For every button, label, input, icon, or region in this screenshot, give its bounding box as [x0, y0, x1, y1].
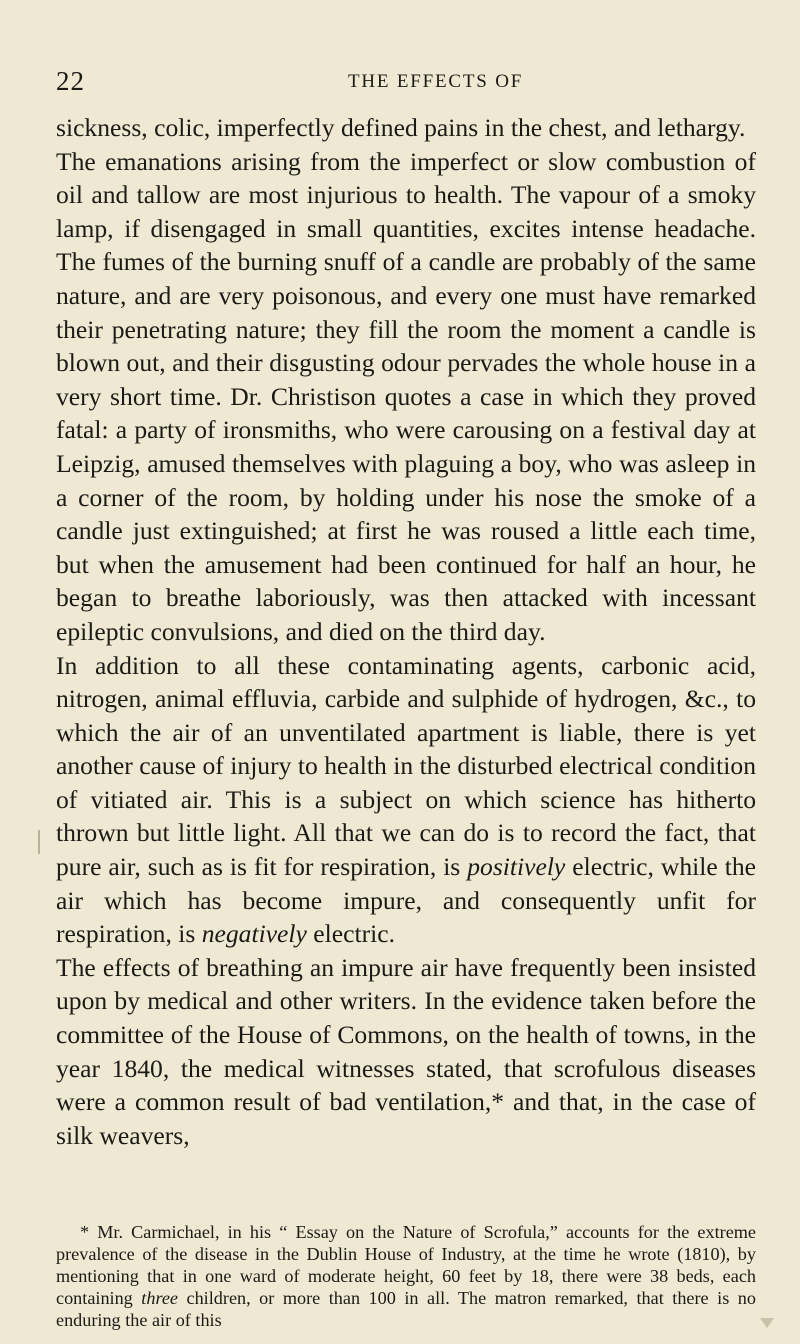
paragraph-4-text: The effects of breathing an impure air have frequently been insisted upon by medical and other writers. In the evidence taken before the committee of the House of Commons, on the health of towns, in the year 1840, the medical witnesses stated, that scrofulous diseases were a common result of bad ventilation,* and that, in the case of silk weavers,: [56, 952, 756, 1150]
body-text: [56, 111, 756, 1152]
corner-mark: [760, 1318, 774, 1328]
margin-mark: [38, 830, 40, 854]
paragraph-1: [56, 111, 756, 145]
running-head: THE EFFECTS OF: [348, 71, 524, 92]
paragraph-3-italic-positively: positively: [467, 852, 566, 882]
page-header: [56, 66, 756, 96]
footnote-italic-three: three: [141, 1288, 178, 1308]
paragraph-3: [56, 649, 756, 951]
paragraph-3-text-c: electric.: [306, 919, 395, 949]
paragraph-3-text-b: electric, while the air which has become impure, and consequently unfit for respiration, is: [56, 852, 756, 949]
footnote-marker: *: [80, 1222, 90, 1242]
paragraph-3-italic-negatively: negatively: [201, 919, 307, 949]
footnote: [56, 1221, 756, 1331]
paragraph-3-text-a: In addition to all these contaminating agents, carbonic acid, nitrogen, animal effluvia, carbide and sulphide of hydrogen, &c., to which the air of an unventilated apartment is liable, there is yet another cause of injury to health in the disturbed electrical condition of vitiated air. This is a subject on which science has hitherto thrown but little light. All that we can do is to record the fact, that pure air, such as is fit for respiration, is: [56, 650, 756, 882]
paragraph-1-text: sickness, colic, imperfectly defined pains in the chest, and lethargy.: [56, 113, 746, 142]
page-number: 22: [56, 66, 85, 96]
paragraph-2: [56, 145, 756, 649]
footnote-text-b: children, or more than 100 in all. The matron remarked, that there is no enduring the air of this: [56, 1288, 756, 1330]
paragraph-4: [56, 951, 756, 1153]
paragraph-2-text: The emanations arising from the imperfect or slow combustion of oil and tallow are most injurious to health. The vapour of a smoky lamp, if disengaged in small quantities, excites intense headache. The fumes of the burning snuff of a candle are probably of the same nature, and are very poisonous, and every one must have remarked their penetrating nature; they fill the room the moment a candle is blown out, and their disgusting odour pervades the whole house in a very short time. Dr. Christison quotes a case in which they proved fatal: a party of ironsmiths, who were carousing on a festival day at Leipzig, amused themselves with plaguing a boy, who was asleep in a corner of the room, by holding under his nose the smoke of a candle just extinguished; at first he was roused a little each time, but when the amusement had been continued for half an hour, he began to breathe laboriously, was then attacked with incessant epileptic convulsions, and died on the third day.: [56, 146, 756, 646]
footnote-text-a: Mr. Carmichael, in his “ Essay on the Nature of Scrofula,” accounts for the extreme prevalence of the disease in the Dublin House of Industry, at the time he wrote (1810), by mentioning that in one ward of moderate height, 60 feet by 18, there were 38 beds, each containing: [56, 1222, 756, 1308]
